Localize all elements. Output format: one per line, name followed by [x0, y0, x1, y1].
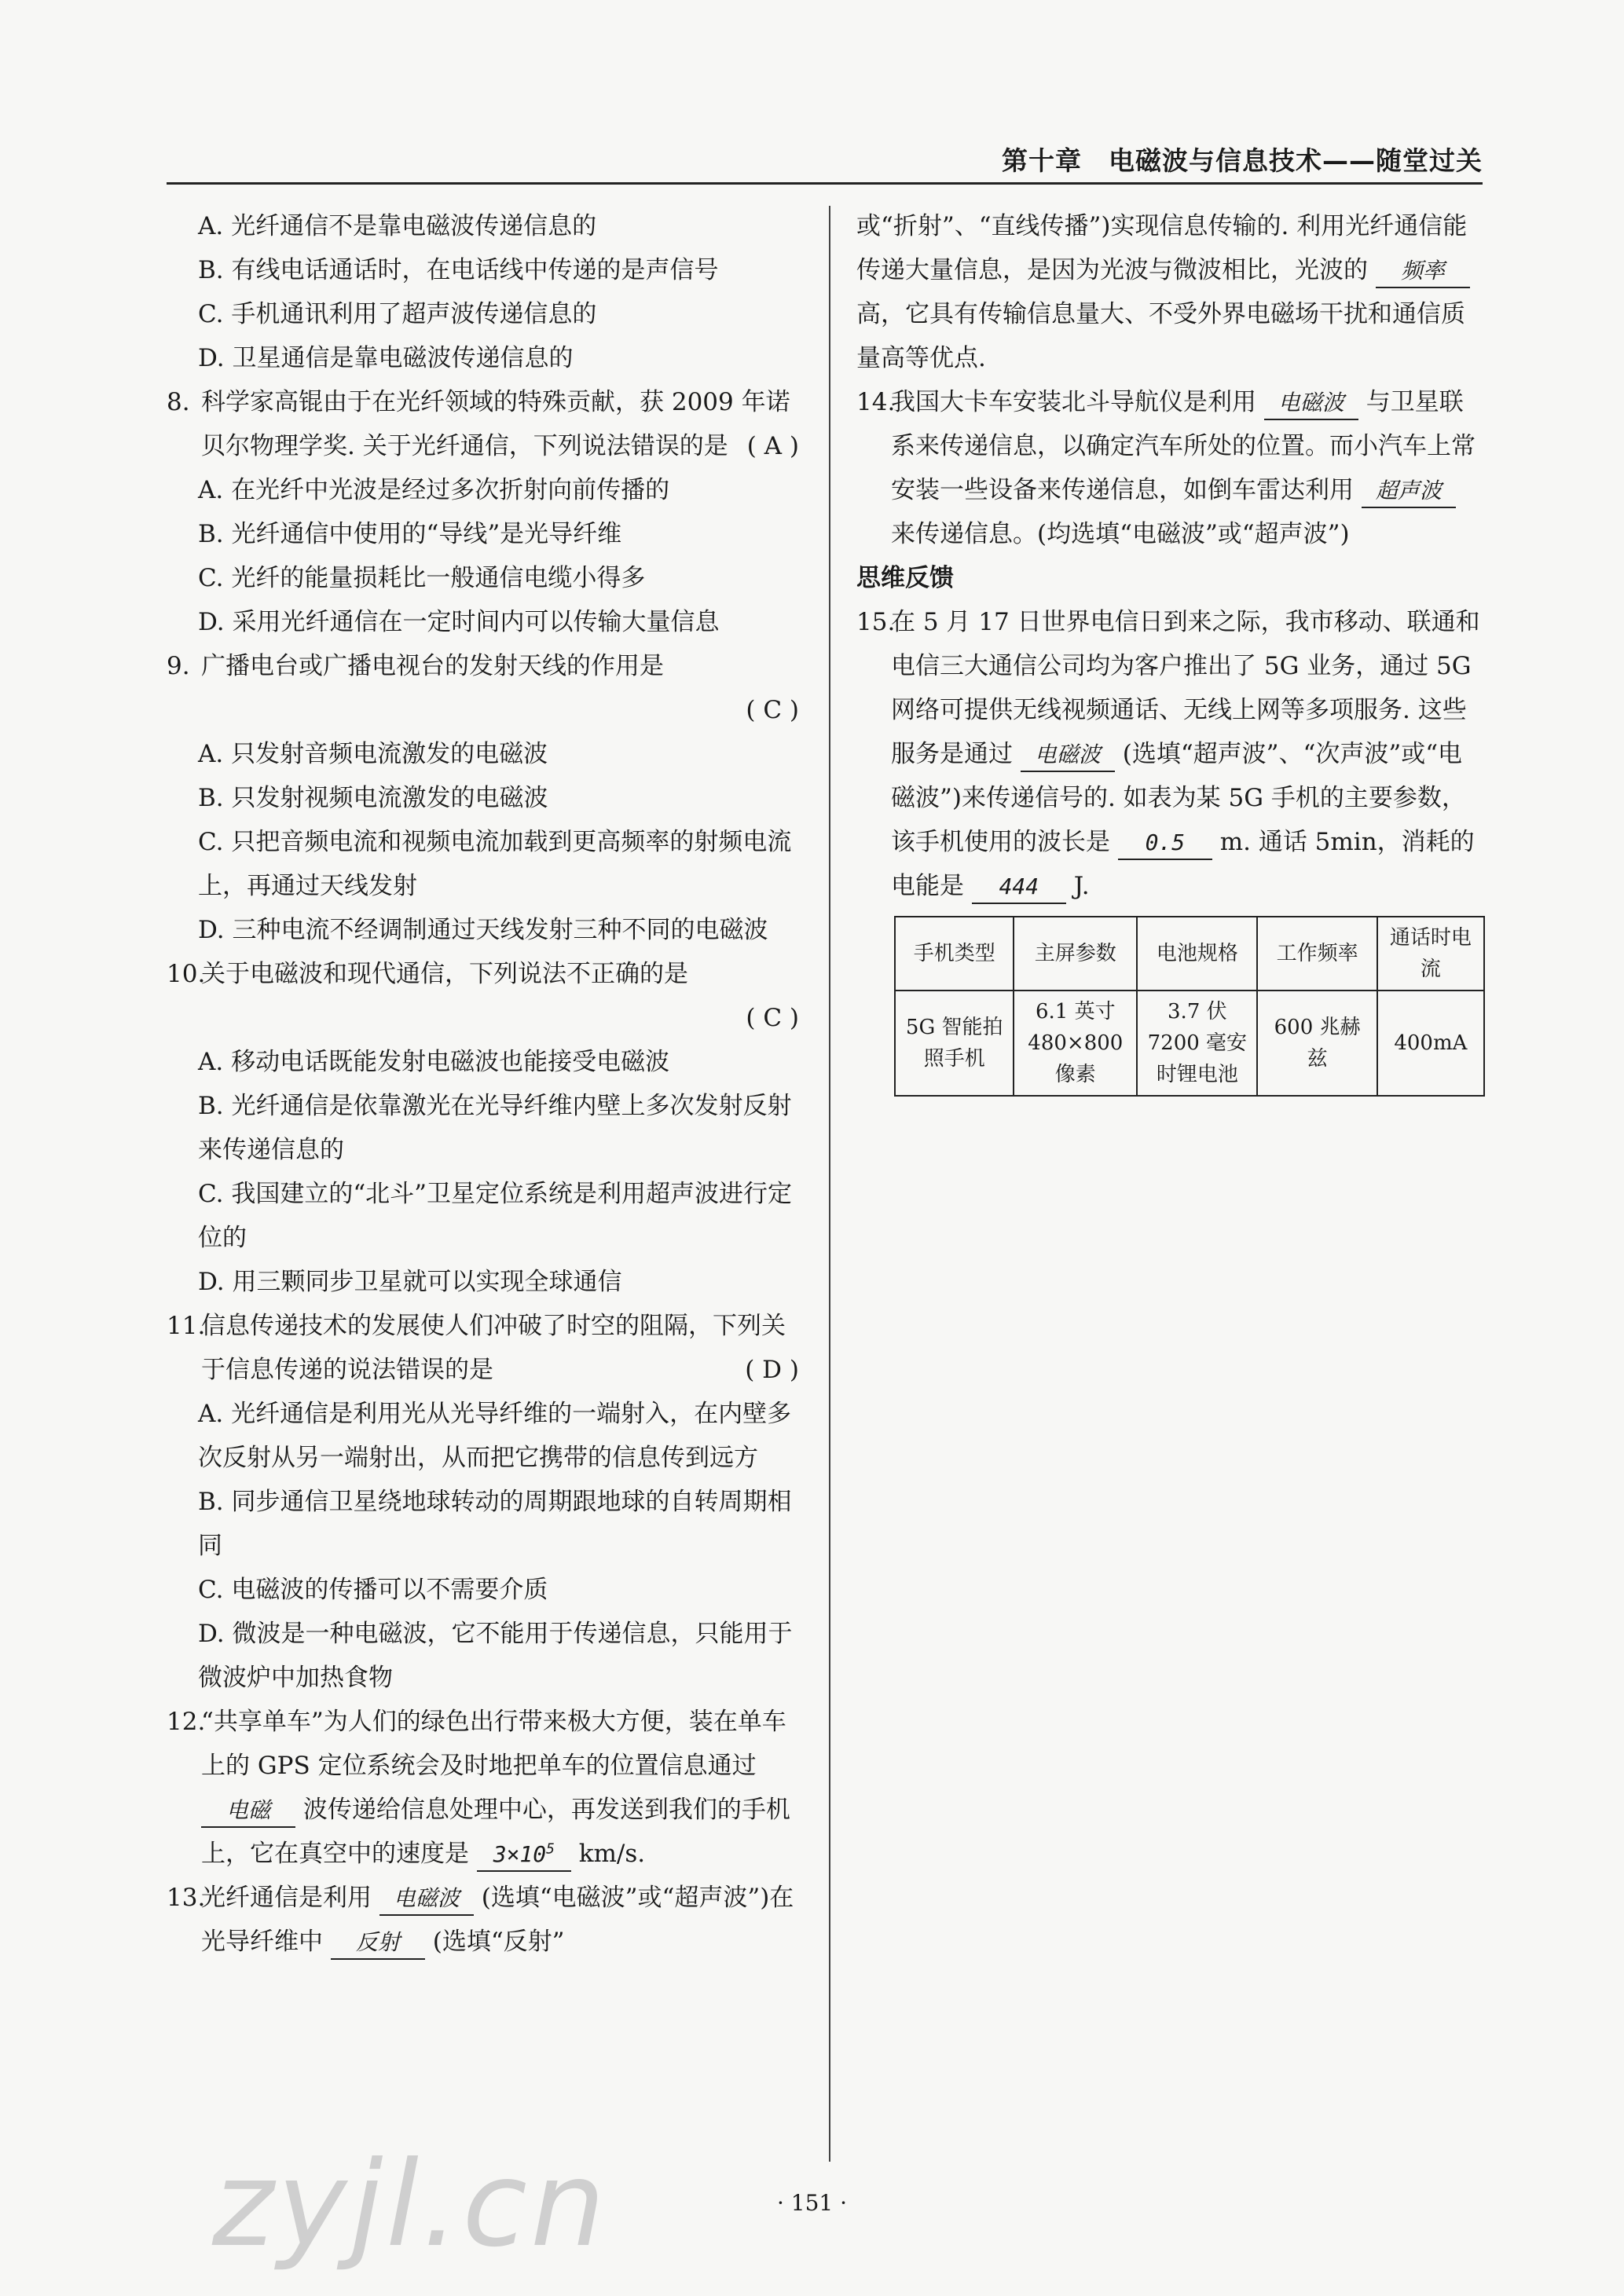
question-13-continued: [856, 204, 1485, 380]
q8-option-b: B. 光纤通信中使用的“导线”是光导纤维: [198, 520, 622, 548]
table-cell: 5G 智能拍照手机: [895, 991, 1014, 1096]
question-number: 9.: [167, 652, 190, 680]
question-text: J.: [1073, 872, 1090, 900]
right-column: [856, 204, 1485, 1097]
chapter-title: 第十章 电磁波与信息技术——随堂过关: [1002, 145, 1483, 176]
q7-option-c: C. 手机通讯利用了超声波传递信息的: [198, 300, 597, 328]
question-number: 10.: [167, 960, 206, 988]
q7-option-a: A. 光纤通信不是靠电磁波传递信息的: [198, 212, 597, 240]
question-number: 13.: [167, 1884, 206, 1912]
answer-mark: ( C ): [746, 696, 799, 724]
table-cell: 3.7 伏 7200 毫安时锂电池: [1137, 991, 1257, 1096]
question-text: 来传递信息。(均选填“电磁波”或“超声波”): [891, 520, 1350, 548]
q11-option-a: A. 光纤通信是利用光从光导纤维的一端射入，在内壁多次反射从另一端射出，从而把它携带的信息传到远方: [198, 1400, 792, 1472]
table-cell: 600 兆赫兹: [1257, 991, 1377, 1096]
q11-option-b: B. 同步通信卫星绕地球转动的周期跟地球的自转周期相同: [198, 1488, 792, 1560]
answer-mark: ( D ): [745, 1356, 799, 1384]
q8-option-a: A. 在光纤中光波是经过多次折射向前传播的: [198, 476, 670, 504]
answer-blank: 电磁: [201, 1795, 295, 1828]
question-number: 8.: [167, 388, 190, 416]
question-text: “共享单车”为人们的绿色出行带来极大方便，装在单车上的 GPS 定位系统会及时地把单车的位置信息通过: [201, 1708, 786, 1780]
question-text: 与卫星联系来传递信息，以确定汽车所处的位置。而小汽车上常安装一些设备来传递信息，如倒车雷达利用: [891, 388, 1476, 504]
question-8: [167, 380, 807, 468]
q10-option-d: D. 用三颗同步卫星就可以实现全球通信: [198, 1268, 622, 1296]
q10-option-b: B. 光纤通信是依靠激光在光导纤维内壁上多次发射反射来传递信息的: [198, 1092, 792, 1164]
answer-blank-base: 3×10: [493, 1841, 547, 1867]
q10-option-c: C. 我国建立的“北斗”卫星定位系统是利用超声波进行定位的: [198, 1180, 793, 1252]
q11-option-c: C. 电磁波的传播可以不需要介质: [198, 1576, 548, 1604]
q9-option-b: B. 只发射视频电流激发的电磁波: [198, 784, 548, 812]
question-text: 我国大卡车安装北斗导航仪是利用: [891, 388, 1256, 416]
left-column: [167, 204, 807, 1964]
answer-blank-exponent: 5: [546, 1840, 555, 1858]
q9-option-a: A. 只发射音频电流激发的电磁波: [198, 740, 548, 768]
question-text: 波传递给信息处理中心，再发送到我们的手机上，它在真空中的速度是: [201, 1796, 790, 1868]
table-header: 电池规格: [1137, 917, 1257, 991]
q7-option-d: D. 卫星通信是靠电磁波传递信息的: [198, 344, 574, 372]
q8-option-c: C. 光纤的能量损耗比一般通信电缆小得多: [198, 564, 646, 592]
question-number: 14.: [856, 388, 896, 416]
table-header: 工作频率: [1257, 917, 1377, 991]
answer-blank: 电磁波: [1021, 739, 1115, 772]
answer-blank: 电磁波: [379, 1883, 474, 1916]
table-row: [895, 991, 1484, 1096]
table-header: 手机类型: [895, 917, 1014, 991]
question-10: [167, 952, 807, 1040]
question-9: [167, 644, 807, 732]
question-number: 11.: [167, 1312, 206, 1340]
section-title: 思维反馈: [856, 564, 954, 592]
q7-options: [167, 204, 807, 380]
question-number: 12.: [167, 1708, 206, 1736]
q9-option-c: C. 只把音频电流和视频电流加载到更高频率的射频电流上，再通过天线发射: [198, 828, 792, 900]
q9-option-d: D. 三种电流不经调制通过天线发射三种不同的电磁波: [198, 916, 768, 944]
q10-option-a: A. 移动电话既能发射电磁波也能接受电磁波: [198, 1048, 670, 1076]
answer-blank: 电磁波: [1264, 387, 1358, 420]
answer-mark: ( A ): [746, 432, 799, 460]
question-stem: 广播电台或广播电视台的发射天线的作用是: [201, 652, 664, 680]
phone-spec-table: [894, 916, 1485, 1097]
question-13: [167, 1876, 807, 1964]
answer-blank: 0.5: [1118, 827, 1212, 860]
table-cell: 6.1 英寸 480×800 像素: [1014, 991, 1137, 1096]
column-divider: [829, 206, 830, 2162]
question-text: 高，它具有传输信息量大、不受外界电磁场干扰和通信质量高等优点.: [856, 300, 1465, 372]
question-text: 光纤通信是利用: [201, 1884, 372, 1912]
answer-blank: [477, 1839, 571, 1872]
page-header: [167, 138, 1483, 185]
answer-blank: 超声波: [1362, 475, 1456, 508]
question-text: (选填“反射”: [432, 1928, 565, 1956]
answer-blank: 444: [972, 871, 1066, 904]
question-14: [856, 380, 1485, 556]
question-text: (选填“电磁波”或“超声波”)在光导纤维中: [201, 1884, 794, 1956]
question-text: m. 通话 5min，消耗的电能是: [891, 828, 1475, 900]
watermark: zyjl.cn: [212, 2137, 609, 2273]
question-stem: 科学家高锟由于在光纤领域的特殊贡献，获 2009 年诺贝尔物理学奖. 关于光纤通信，下列说法错误的是: [201, 388, 790, 460]
q11-option-d: D. 微波是一种电磁波，它不能用于传递信息，只能用于微波炉中加热食物: [198, 1620, 793, 1692]
question-text: 或“折射”、“直线传播”)实现信息传输的. 利用光纤通信能传递大量信息，是因为光波与微波相比，光波的: [856, 212, 1468, 284]
table-header-row: [895, 917, 1484, 991]
question-text: (选填“超声波”、“次声波”或“电磁波”)来传递信号的. 如表为某 5G 手机的主要参数，该手机使用的波长是: [891, 740, 1466, 856]
table-header: 通话时电流: [1377, 917, 1484, 991]
q8-option-d: D. 采用光纤通信在一定时间内可以传输大量信息: [198, 608, 720, 636]
question-stem: 关于电磁波和现代通信，下列说法不正确的是: [201, 960, 688, 988]
question-stem: 信息传递技术的发展使人们冲破了时空的阻隔，下列关于信息传递的说法错误的是: [201, 1312, 786, 1384]
question-11: [167, 1304, 807, 1392]
question-number: 15.: [856, 608, 896, 636]
answer-mark: ( C ): [746, 1004, 799, 1032]
question-text: km/s.: [578, 1840, 646, 1868]
table-cell: 400mA: [1377, 991, 1484, 1096]
table-header: 主屏参数: [1014, 917, 1137, 991]
q7-option-b: B. 有线电话通话时，在电话线中传递的是声信号: [198, 256, 719, 284]
answer-blank: 反射: [331, 1927, 425, 1960]
page-number: · 151 ·: [776, 2190, 848, 2216]
question-15: [856, 600, 1485, 908]
answer-blank: 频率: [1376, 255, 1470, 288]
question-text: 在 5 月 17 日世界电信日到来之际，我市移动、联通和电信三大通信公司均为客户推出了 5G 业务，通过 5G 网络可提供无线视频通话、无线上网等多项服务. 这些服务是通过: [891, 608, 1480, 768]
question-12: [167, 1700, 807, 1876]
